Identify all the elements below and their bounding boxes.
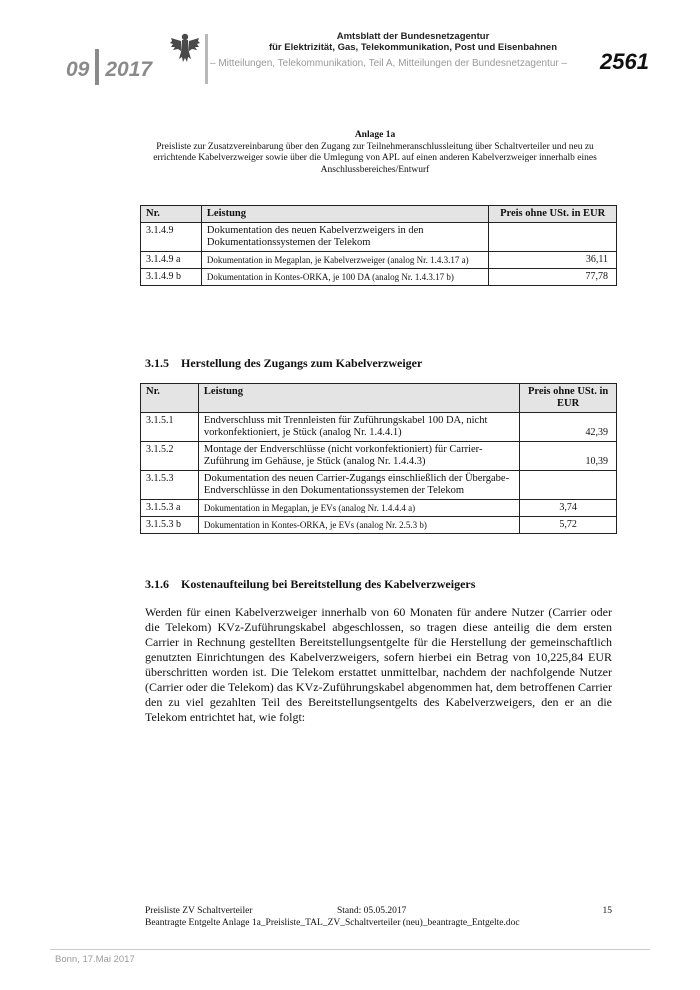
row-nr: 3.1.5.3 [141, 471, 199, 500]
annex-heading [145, 130, 605, 176]
section-heading-316 [145, 577, 475, 592]
footer-page-number: 15 [602, 906, 612, 916]
agency-line-2: für Elektrizität, Gas, Telekommunikation, Post und Eisenbahnen [268, 42, 558, 53]
table-row [141, 471, 617, 500]
body-paragraph: Werden für einen Kabelverzweiger innerhalb von 60 Monaten für andere Nutzer (Carrier oder die Telekom) KVz-Zuführungskabel abgeschlossen, so tragen diese anteilig die dem ersten Carrier in Rechnung gestellten Bereitstellungsentgelte für die Herstellung der gemeinschaftlich genutzten Einrichtungen des Kabelverzweigers, sofern hierbei ein Betrag von 10,225,84 EUR überschritten worden ist. Die Telekom erstattet unmittelbar, nachdem der nachfolgende Nutzer (Carrier oder die Telekom) das KVz-Zuführungskabel abgenommen hat, dem betroffenen Carrier den zu viel gezahlten Teil des Bereitstellungsentgelts des Kabelverzweigers, den er an die Telekom entrichtet hat, wie folgt: [145, 605, 612, 724]
table-row [141, 269, 617, 286]
section-title: Herstellung des Zugangs zum Kabelverzweiger [181, 356, 423, 370]
page-number: 2561 [600, 49, 649, 74]
section-heading-315 [145, 356, 422, 371]
row-nr: 3.1.4.9 b [141, 269, 202, 286]
price-table-315 [140, 383, 617, 534]
row-leistung: Dokumentation in Megaplan, je EVs (analog Nr. 1.4.4.4 a) [198, 500, 519, 517]
footer-stand: Stand: 05.05.2017 [337, 906, 407, 916]
footer-doc-title: Preisliste ZV Schaltverteiler [145, 906, 253, 916]
row-leistung: Dokumentation des neuen Kabelverzweigers in den Dokumentationssystemen der Telekom [201, 223, 488, 252]
document-footer [145, 905, 612, 929]
table-row [141, 517, 617, 534]
table-row [141, 223, 617, 252]
section-title: Kostenaufteilung bei Bereitstellung des Kabelverzweigers [181, 577, 476, 591]
column-header-leistung: Leistung [198, 384, 519, 413]
row-nr: 3.1.4.9 [141, 223, 202, 252]
row-leistung: Dokumentation des neuen Carrier-Zugangs einschließlich der Übergabe-Endverschlüsse in den Dokumentationssystemen der Telekom [198, 471, 519, 500]
row-preis: 42,39 [520, 413, 617, 442]
row-nr: 3.1.5.3 a [141, 500, 199, 517]
row-preis: 36,11 [489, 252, 617, 269]
agency-line-1: Amtsblatt der Bundesnetzagentur [336, 31, 490, 42]
column-header-preis: Preis ohne USt. in EUR [489, 206, 617, 223]
agency-title [208, 31, 618, 53]
column-header-preis: Preis ohne USt. in EUR [520, 384, 617, 413]
issue-number: 09 [66, 58, 90, 81]
annex-description: Preisliste zur Zusatzvereinbarung über den Zugang zur Teilnehmeranschlussleitung über Schaltverteiler und neu zu errichtende Kabelverzweiger sowie über die Umlegung von APL auf einen anderen Kabelverzweiger innerhalb eines Anschlussbereiches/Entwurf [153, 141, 597, 175]
table-header-row [141, 206, 617, 223]
row-preis [489, 223, 617, 252]
price-table-3149 [140, 205, 617, 286]
row-leistung: Montage der Endverschlüsse (nicht vorkonfektioniert) für Carrier-Zuführung im Gehäuse, je Stück (analog Nr. 1.4.4.3) [198, 442, 519, 471]
row-preis: 77,78 [489, 269, 617, 286]
column-header-leistung: Leistung [201, 206, 488, 223]
row-leistung: Endverschluss mit Trennleisten für Zuführungskabel 100 DA, nicht vorkonfektioniert, je Stück (analog Nr. 1.4.4.1) [198, 413, 519, 442]
footer-rule [50, 949, 650, 950]
row-preis: 3,74 [520, 500, 617, 517]
row-leistung: Dokumentation in Kontes-ORKA, je EVs (analog Nr. 2.5.3 b) [198, 517, 519, 534]
row-leistung: Dokumentation in Megaplan, je Kabelverzweiger (analog Nr. 1.4.3.17 a) [201, 252, 488, 269]
row-preis: 10,39 [520, 442, 617, 471]
place-date: Bonn, 17.Mai 2017 [55, 954, 135, 965]
table-row [141, 500, 617, 517]
issue-year: 2017 [105, 58, 153, 81]
table-row [141, 252, 617, 269]
column-header-nr: Nr. [141, 384, 199, 413]
row-nr: 3.1.5.3 b [141, 517, 199, 534]
row-nr: 3.1.5.2 [141, 442, 199, 471]
footer-filename: Beantragte Entgelte Anlage 1a_Preisliste_TAL_ZV_Schaltverteiler (neu)_beantragte_Entgelte.doc [145, 918, 520, 928]
row-nr: 3.1.4.9 a [141, 252, 202, 269]
issue-divider [95, 49, 99, 85]
issue-label [66, 49, 152, 85]
row-preis: 5,72 [520, 517, 617, 534]
row-nr: 3.1.5.1 [141, 413, 199, 442]
section-number: 3.1.5 [145, 356, 169, 370]
table-header-row [141, 384, 617, 413]
annex-title: Anlage 1a [354, 130, 396, 140]
header-subline: – Mitteilungen, Telekommunikation, Teil A, Mitteilungen der Bundesnetzagentur – [210, 58, 568, 69]
column-header-nr: Nr. [141, 206, 202, 223]
table-row [141, 413, 617, 442]
row-leistung: Dokumentation in Kontes-ORKA, je 100 DA (analog Nr. 1.4.3.17 b) [201, 269, 488, 286]
section-number: 3.1.6 [145, 577, 169, 591]
table-row [141, 442, 617, 471]
row-preis [520, 471, 617, 500]
federal-eagle-icon [170, 32, 200, 66]
